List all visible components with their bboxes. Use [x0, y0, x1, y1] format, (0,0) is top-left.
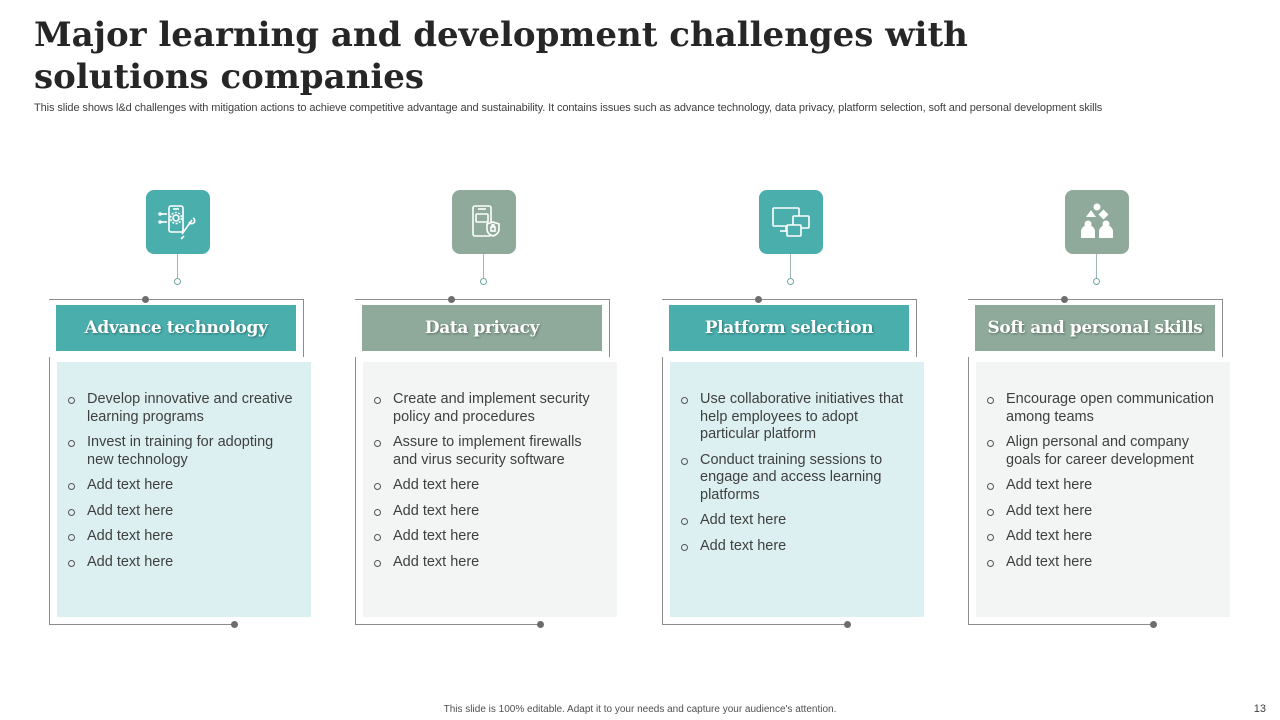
connector-dot [787, 278, 794, 285]
frame-bottom [968, 624, 1154, 625]
frame-dot-top [142, 296, 149, 303]
content-box [363, 362, 617, 617]
connector-line [790, 254, 791, 280]
frame-left [662, 357, 663, 625]
column-heading: Data privacy [362, 305, 602, 351]
list-item: Develop innovative and creative learning programs [67, 391, 301, 426]
connector-dot [480, 278, 487, 285]
multi-device-icon [759, 190, 823, 254]
content-box [57, 362, 311, 617]
frame-dot-bottom [537, 621, 544, 628]
page-title: Major learning and development challenges with solutions companies [34, 15, 968, 97]
team-people-icon [1065, 190, 1129, 254]
list-item: Invest in training for adopting new technology [67, 434, 301, 469]
connector-line [483, 254, 484, 280]
mobile-settings-icon [146, 190, 210, 254]
frame-left [49, 357, 50, 625]
frame-left [355, 357, 356, 625]
content-box [670, 362, 924, 617]
list-item: Create and implement security policy and procedures [373, 391, 607, 426]
bullet-list [363, 362, 617, 571]
content-box [976, 362, 1230, 617]
connector-dot [1093, 278, 1100, 285]
footer-note: This slide is 100% editable. Adapt it to your needs and capture your audience's attention. [443, 704, 837, 715]
bullet-list [57, 362, 311, 571]
column-soft-personal-skills [968, 190, 1228, 630]
list-item: Add text here [67, 554, 301, 572]
frame-bottom [355, 624, 541, 625]
list-item: Add text here [986, 528, 1220, 546]
list-item: Add text here [986, 503, 1220, 521]
list-item: Add text here [373, 528, 607, 546]
list-item: Add text here [680, 512, 914, 530]
list-item: Add text here [67, 477, 301, 495]
column-data-privacy [355, 190, 615, 630]
frame-dot-top [1061, 296, 1068, 303]
frame-dot-bottom [231, 621, 238, 628]
page-subtitle: This slide shows l&d challenges with mitigation actions to achieve competitive advantage and sustainability. It contains issues such as advance technology, data privacy, platform selection, soft and personal development skills [34, 102, 1103, 114]
list-item: Conduct training sessions to engage and access learning platforms [680, 452, 914, 505]
list-item: Align personal and company goals for career development [986, 434, 1220, 469]
list-item: Add text here [986, 477, 1220, 495]
list-item: Add text here [67, 503, 301, 521]
bullet-list [976, 362, 1230, 571]
connector-dot [174, 278, 181, 285]
column-heading: Platform selection [669, 305, 909, 351]
frame-left [968, 357, 969, 625]
frame-dot-top [448, 296, 455, 303]
list-item: Add text here [373, 503, 607, 521]
column-heading: Advance technology [56, 305, 296, 351]
list-item: Add text here [373, 477, 607, 495]
list-item: Assure to implement firewalls and virus security software [373, 434, 607, 469]
column-platform-selection [662, 190, 922, 630]
column-heading: Soft and personal skills [975, 305, 1215, 351]
mobile-security-icon [452, 190, 516, 254]
connector-line [177, 254, 178, 280]
frame-dot-bottom [844, 621, 851, 628]
list-item: Use collaborative initiatives that help employees to adopt particular platform [680, 391, 914, 444]
frame-dot-bottom [1150, 621, 1157, 628]
connector-line [1096, 254, 1097, 280]
list-item: Add text here [986, 554, 1220, 572]
list-item: Add text here [680, 538, 914, 556]
list-item: Encourage open communication among teams [986, 391, 1220, 426]
bullet-list [670, 362, 924, 555]
frame-bottom [662, 624, 848, 625]
page-number: 13 [1253, 703, 1266, 715]
list-item: Add text here [373, 554, 607, 572]
frame-dot-top [755, 296, 762, 303]
frame-bottom [49, 624, 235, 625]
list-item: Add text here [67, 528, 301, 546]
column-advance-technology [49, 190, 309, 630]
